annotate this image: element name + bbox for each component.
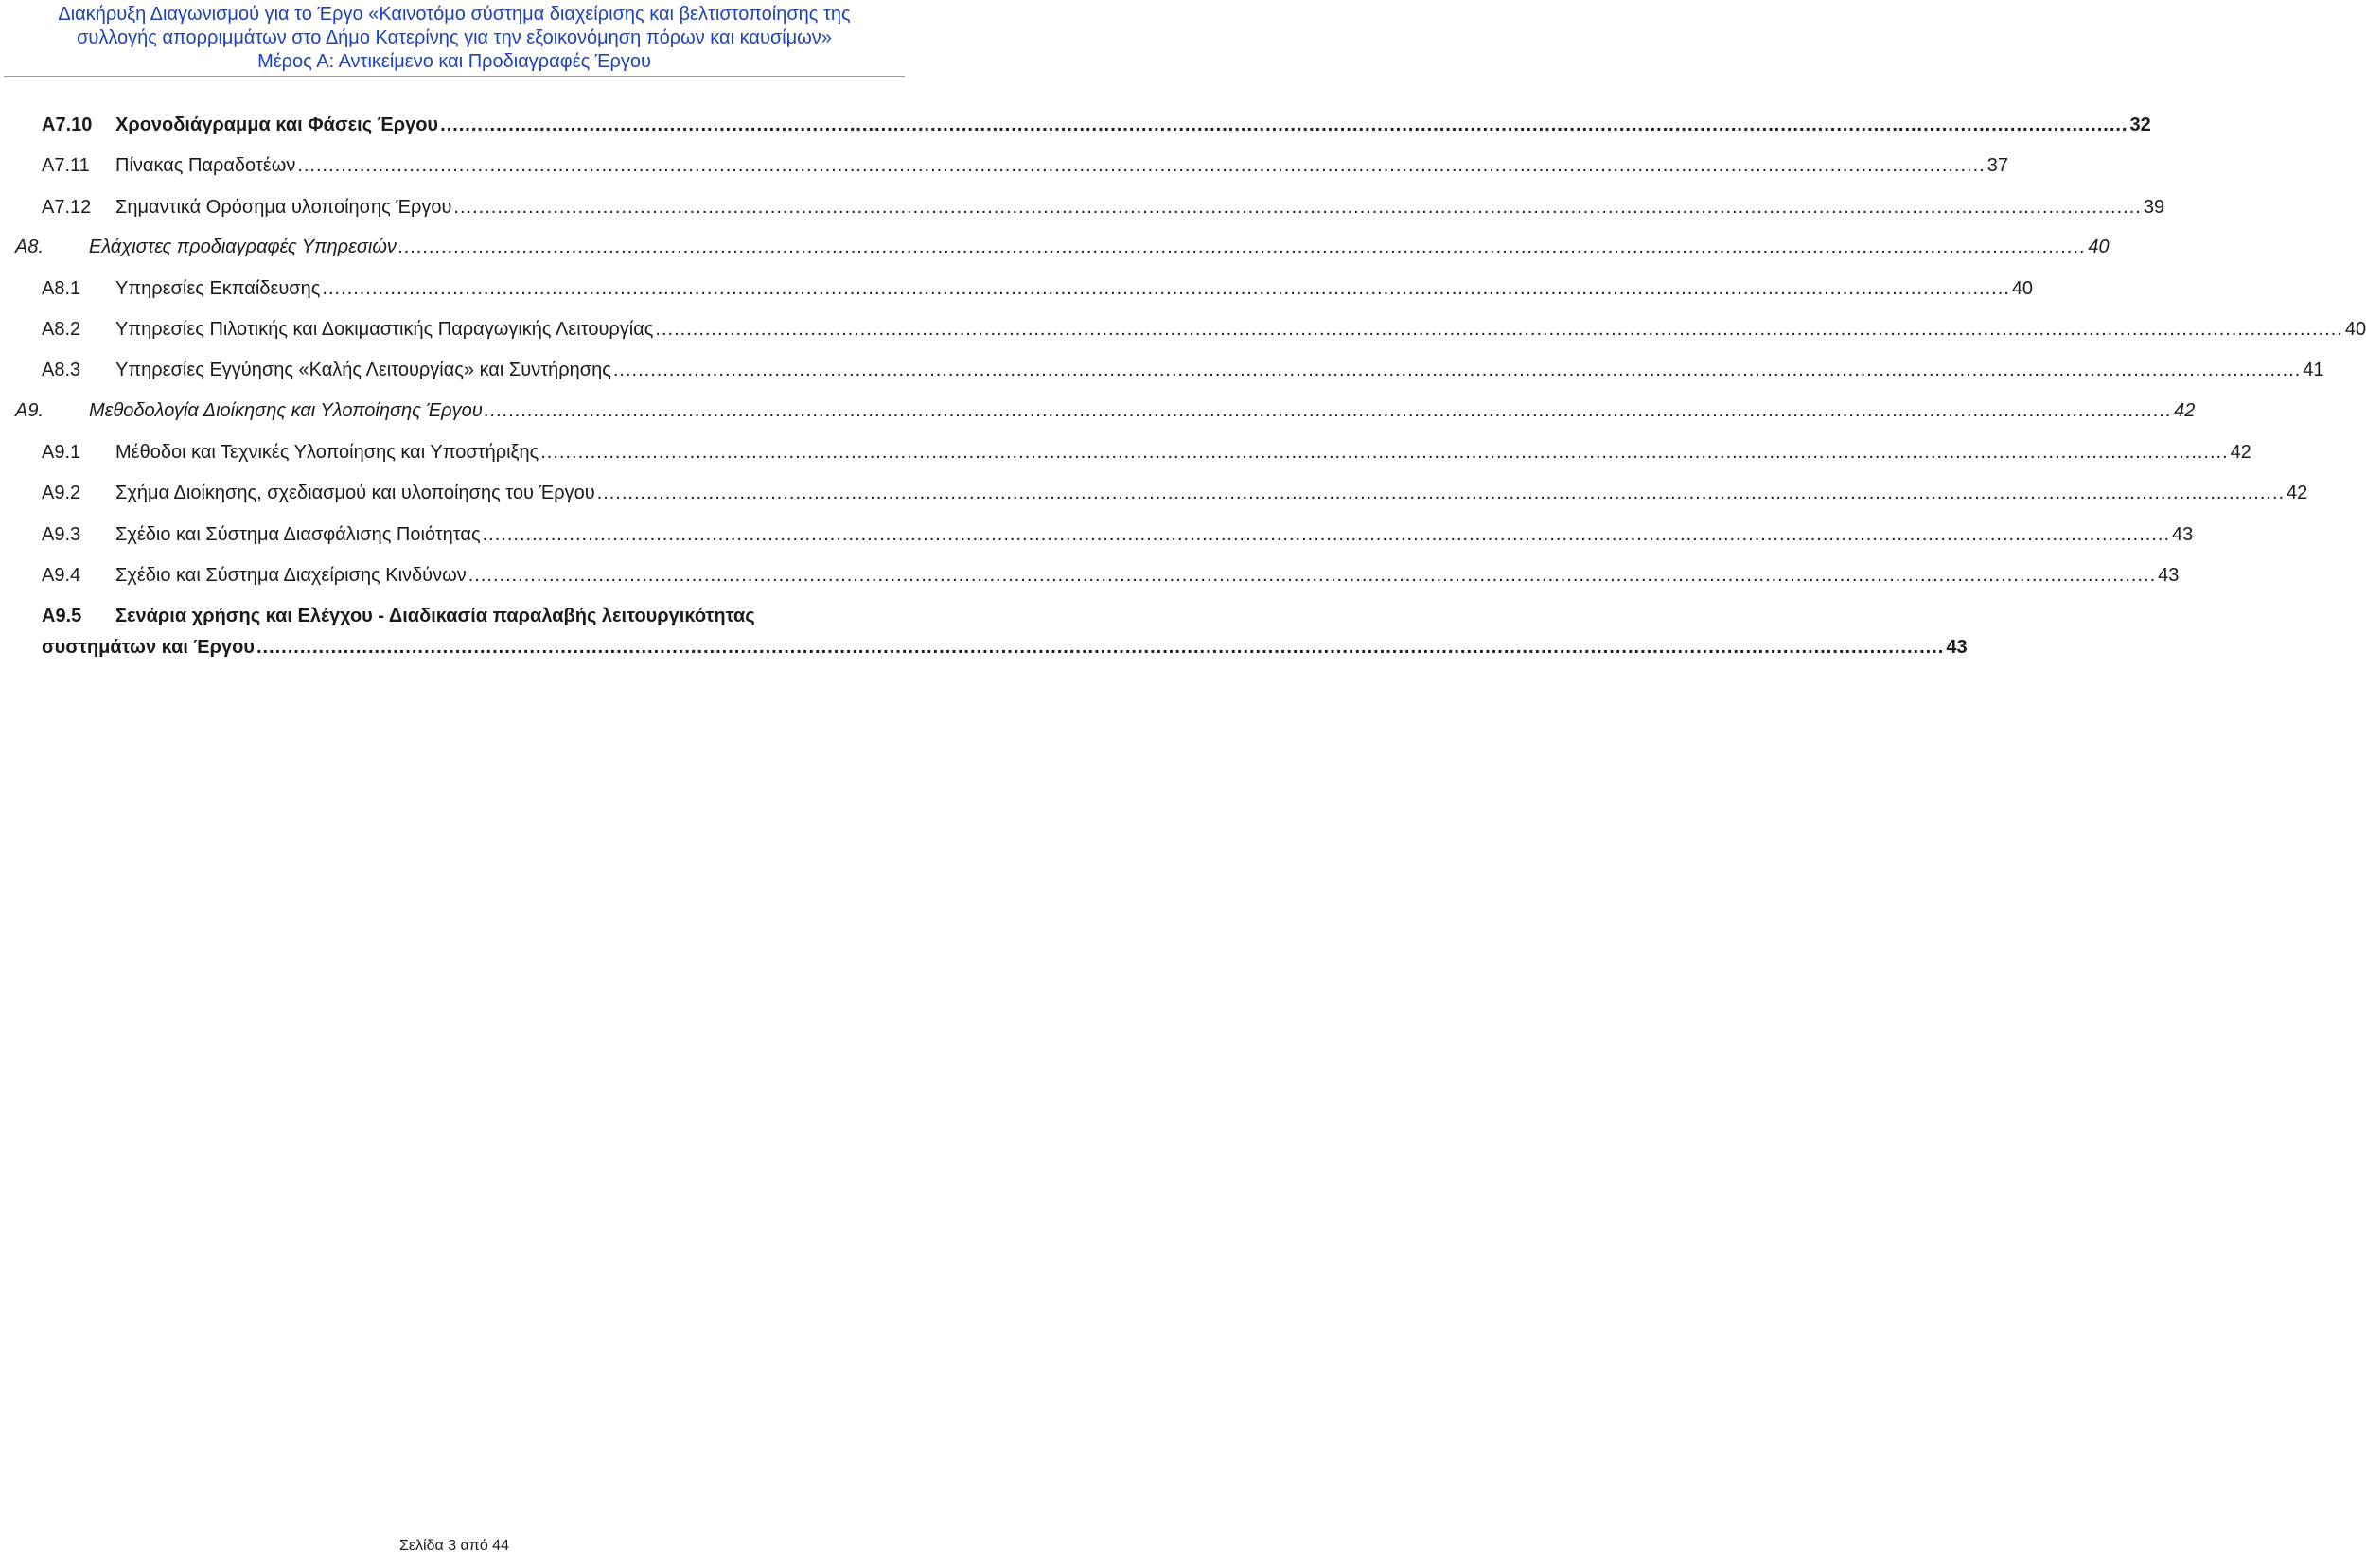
toc-entry-number: Α8.1 bbox=[42, 278, 81, 299]
header-line-3: Μέρος Α: Αντικείμενο και Προδιαγραφές Έργου bbox=[257, 51, 651, 72]
toc-entry-page: 40 bbox=[2344, 319, 2366, 340]
header-divider bbox=[4, 76, 905, 77]
toc-leader-dots bbox=[256, 635, 1944, 660]
toc-entry-title: Πίνακας Παραδοτέων bbox=[115, 155, 296, 176]
toc-entry-number: Α7.10 bbox=[42, 115, 93, 135]
toc-entry-page: 42 bbox=[2230, 442, 2251, 463]
page-footer: Σελίδα 3 από 44 bbox=[399, 1538, 509, 1554]
toc-entry-number: Α9.5 bbox=[42, 606, 82, 626]
toc-leader-dots bbox=[597, 481, 2285, 505]
toc-entry-page: 40 bbox=[2088, 237, 2110, 257]
header-line-1: Διακήρυξη Διαγωνισμού για το Έργο «Καινοτόμο σύστημα διαχείρισης και βελτιστοποίησης της bbox=[58, 4, 851, 25]
toc-leader-dots bbox=[453, 195, 2141, 220]
toc-entry[interactable] bbox=[15, 398, 2196, 423]
toc-leader-dots bbox=[483, 522, 2170, 547]
toc-entry[interactable] bbox=[42, 317, 2366, 342]
toc-entry-page: 43 bbox=[2172, 524, 2194, 545]
toc-entry[interactable] bbox=[42, 195, 2165, 220]
toc-entry-page: 40 bbox=[2011, 278, 2034, 299]
toc-entry-title: Υπηρεσίες Εγγύησης «Καλής Λειτουργίας» και Συντήρησης bbox=[115, 360, 611, 380]
toc-entry-number: Α9.1 bbox=[42, 442, 81, 463]
document-header bbox=[0, 0, 909, 74]
toc-entry-title: Υπηρεσίες Πιλοτικής και Δοκιμαστικής Παραγωγικής Λειτουργίας bbox=[115, 319, 654, 340]
toc-entry[interactable] bbox=[42, 481, 2308, 505]
toc-leader-dots bbox=[540, 440, 2228, 465]
toc-leader-dots bbox=[485, 398, 2172, 423]
toc-leader-dots bbox=[440, 113, 2128, 137]
toc-entry[interactable] bbox=[42, 153, 2008, 178]
toc-entry-title-line-2: συστημάτων και Έργου bbox=[42, 637, 255, 658]
toc-entry-page: 41 bbox=[2303, 360, 2324, 380]
toc-entry-multiline[interactable] bbox=[42, 604, 755, 628]
toc-entry[interactable] bbox=[42, 276, 2034, 301]
toc-entry-title-line-1: Σενάρια χρήσης και Ελέγχου - Διαδικασία παραλαβής λειτουργικότητας bbox=[115, 606, 755, 626]
toc-entry[interactable] bbox=[42, 358, 2324, 382]
toc-entry-number: Α7.12 bbox=[42, 197, 92, 218]
toc-entry-number: Α8. bbox=[15, 237, 44, 257]
toc-entry[interactable] bbox=[42, 440, 2251, 465]
toc-entry[interactable] bbox=[42, 113, 2151, 137]
toc-entry[interactable] bbox=[42, 563, 2180, 588]
toc-entry-title: Σχέδιο και Σύστημα Διαχείρισης Κινδύνων bbox=[115, 565, 467, 586]
toc-entry[interactable] bbox=[15, 235, 2110, 259]
toc-entry[interactable] bbox=[42, 522, 2194, 547]
toc-entry-title: Σχέδιο και Σύστημα Διασφάλισης Ποιότητας bbox=[115, 524, 481, 545]
toc-entry-page: 37 bbox=[1986, 155, 2008, 176]
toc-entry-title: Χρονοδιάγραμμα και Φάσεις Έργου bbox=[115, 115, 439, 135]
toc-entry-title: Μέθοδοι και Τεχνικές Υλοποίησης και Υποστήριξης bbox=[115, 442, 539, 463]
toc-leader-dots bbox=[468, 563, 2156, 588]
toc-entry-title: Ελάχιστες προδιαγραφές Υπηρεσιών bbox=[89, 237, 397, 257]
toc-entry-page: 43 bbox=[1946, 637, 1968, 658]
toc-entry-number: Α8.2 bbox=[42, 319, 81, 340]
toc-entry-number: Α7.11 bbox=[42, 155, 90, 176]
toc-leader-dots bbox=[398, 235, 2086, 259]
toc-entry-page: 32 bbox=[2129, 115, 2151, 135]
toc-leader-dots bbox=[322, 276, 2009, 301]
toc-entry-number: Α9.3 bbox=[42, 524, 81, 545]
header-line-2: συλλογής απορριμμάτων στο Δήμο Κατερίνης για την εξοικονόμηση πόρων και καυσίμων» bbox=[77, 27, 832, 48]
toc-entry-number: Α9. bbox=[15, 400, 44, 421]
toc-entry-page: 39 bbox=[2143, 197, 2165, 218]
toc-leader-dots bbox=[613, 358, 2301, 382]
toc-entry-continuation[interactable] bbox=[42, 635, 1968, 660]
toc-entry-number: Α9.2 bbox=[42, 483, 81, 503]
toc-entry-number: Α8.3 bbox=[42, 360, 81, 380]
toc-entry-title: Σημαντικά Ορόσημα υλοποίησης Έργου bbox=[115, 197, 452, 218]
toc-leader-dots bbox=[655, 317, 2342, 342]
toc-entry-title: Σχήμα Διοίκησης, σχεδιασμού και υλοποίησης του Έργου bbox=[115, 483, 595, 503]
toc-entry-page: 42 bbox=[2174, 400, 2196, 421]
toc-entry-page: 43 bbox=[2158, 565, 2180, 586]
toc-entry-title: Υπηρεσίες Εκπαίδευσης bbox=[115, 278, 321, 299]
toc-entry-number: Α9.4 bbox=[42, 565, 81, 586]
toc-leader-dots bbox=[297, 153, 1985, 178]
toc-entry-page: 42 bbox=[2287, 483, 2308, 503]
toc-entry-title: Μεθοδολογία Διοίκησης και Υλοποίησης Έργου bbox=[89, 400, 483, 421]
